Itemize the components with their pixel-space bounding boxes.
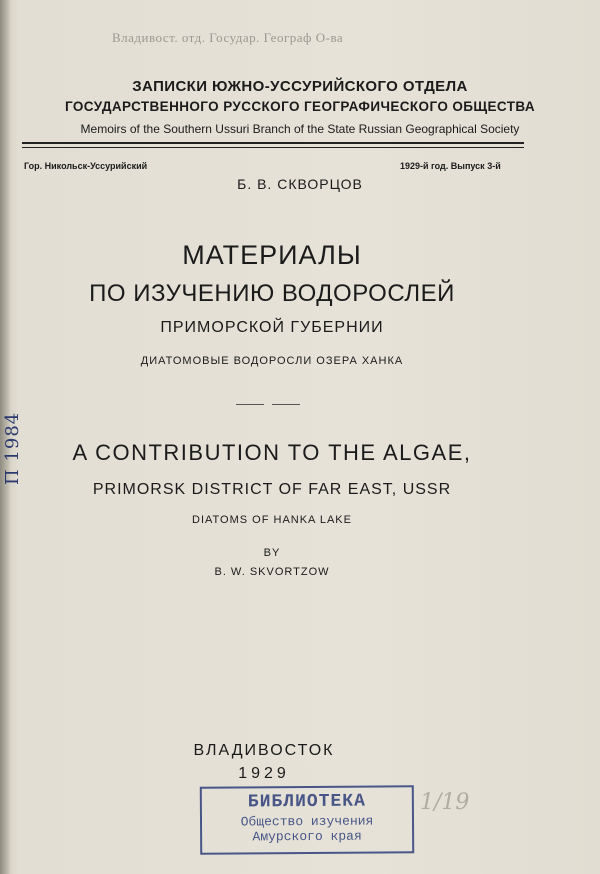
- separator-dash-left: [236, 404, 264, 405]
- title-english-line2: PRIMORSK DISTRICT OF FAR EAST, USSR: [92, 481, 452, 498]
- pencil-mark: 1/19: [420, 790, 470, 815]
- faded-stamp: Владивост. отд. Государ. Географ О-ва: [112, 30, 344, 45]
- title-english-line1: A CONTRIBUTION TO THE ALGAE,: [72, 440, 472, 465]
- publication-issue: 1929-й год. Выпуск 3-й: [400, 161, 501, 171]
- series-title-line1: ЗАПИСКИ ЮЖНО-УССУРИЙСКОГО ОТДЕЛА: [132, 78, 468, 95]
- publication-city: Гор. Никольск-Уссурийский: [24, 161, 148, 171]
- author-russian: Б. В. СКВОРЦОВ: [237, 176, 363, 192]
- subtitle-english: DIATOMS OF HANKA LAKE: [192, 514, 352, 526]
- imprint-year: 1929: [238, 765, 290, 782]
- library-stamp: [200, 785, 414, 854]
- handwritten-catalog-number: П 1984: [2, 411, 23, 485]
- library-stamp-line1: БИБЛИОТЕКА: [247, 791, 366, 813]
- separator-dash-right: [272, 404, 300, 405]
- author-english: B. W. SKVORTZOW: [214, 566, 330, 578]
- imprint-city: ВЛАДИВОСТОК: [193, 742, 335, 759]
- title-russian-line2: ПО ИЗУЧЕНИЮ ВОДОРОСЛЕЙ: [89, 280, 455, 307]
- title-russian-line3: ПРИМОРСКОЙ ГУБЕРНИИ: [160, 319, 384, 336]
- header-rule-thick: [22, 142, 524, 144]
- title-russian-line1: МАТЕРИАЛЫ: [182, 240, 362, 270]
- library-stamp-line2: Общество изучения: [240, 813, 374, 830]
- library-stamp-line3: Амурского края: [252, 828, 362, 845]
- header-rule-thin: [22, 147, 524, 148]
- by-label: BY: [263, 547, 281, 559]
- subtitle-russian: ДИАТОМОВЫЕ ВОДОРОСЛИ ОЗЕРА ХАНКА: [140, 355, 404, 367]
- series-title-english: Memoirs of the Southern Ussuri Branch of the State Russian Geographical Society: [80, 122, 520, 136]
- series-title-line2: ГОСУДАРСТВЕННОГО РУССКОГО ГЕОГРАФИЧЕСКОГО ОБЩЕСТВА: [64, 99, 536, 114]
